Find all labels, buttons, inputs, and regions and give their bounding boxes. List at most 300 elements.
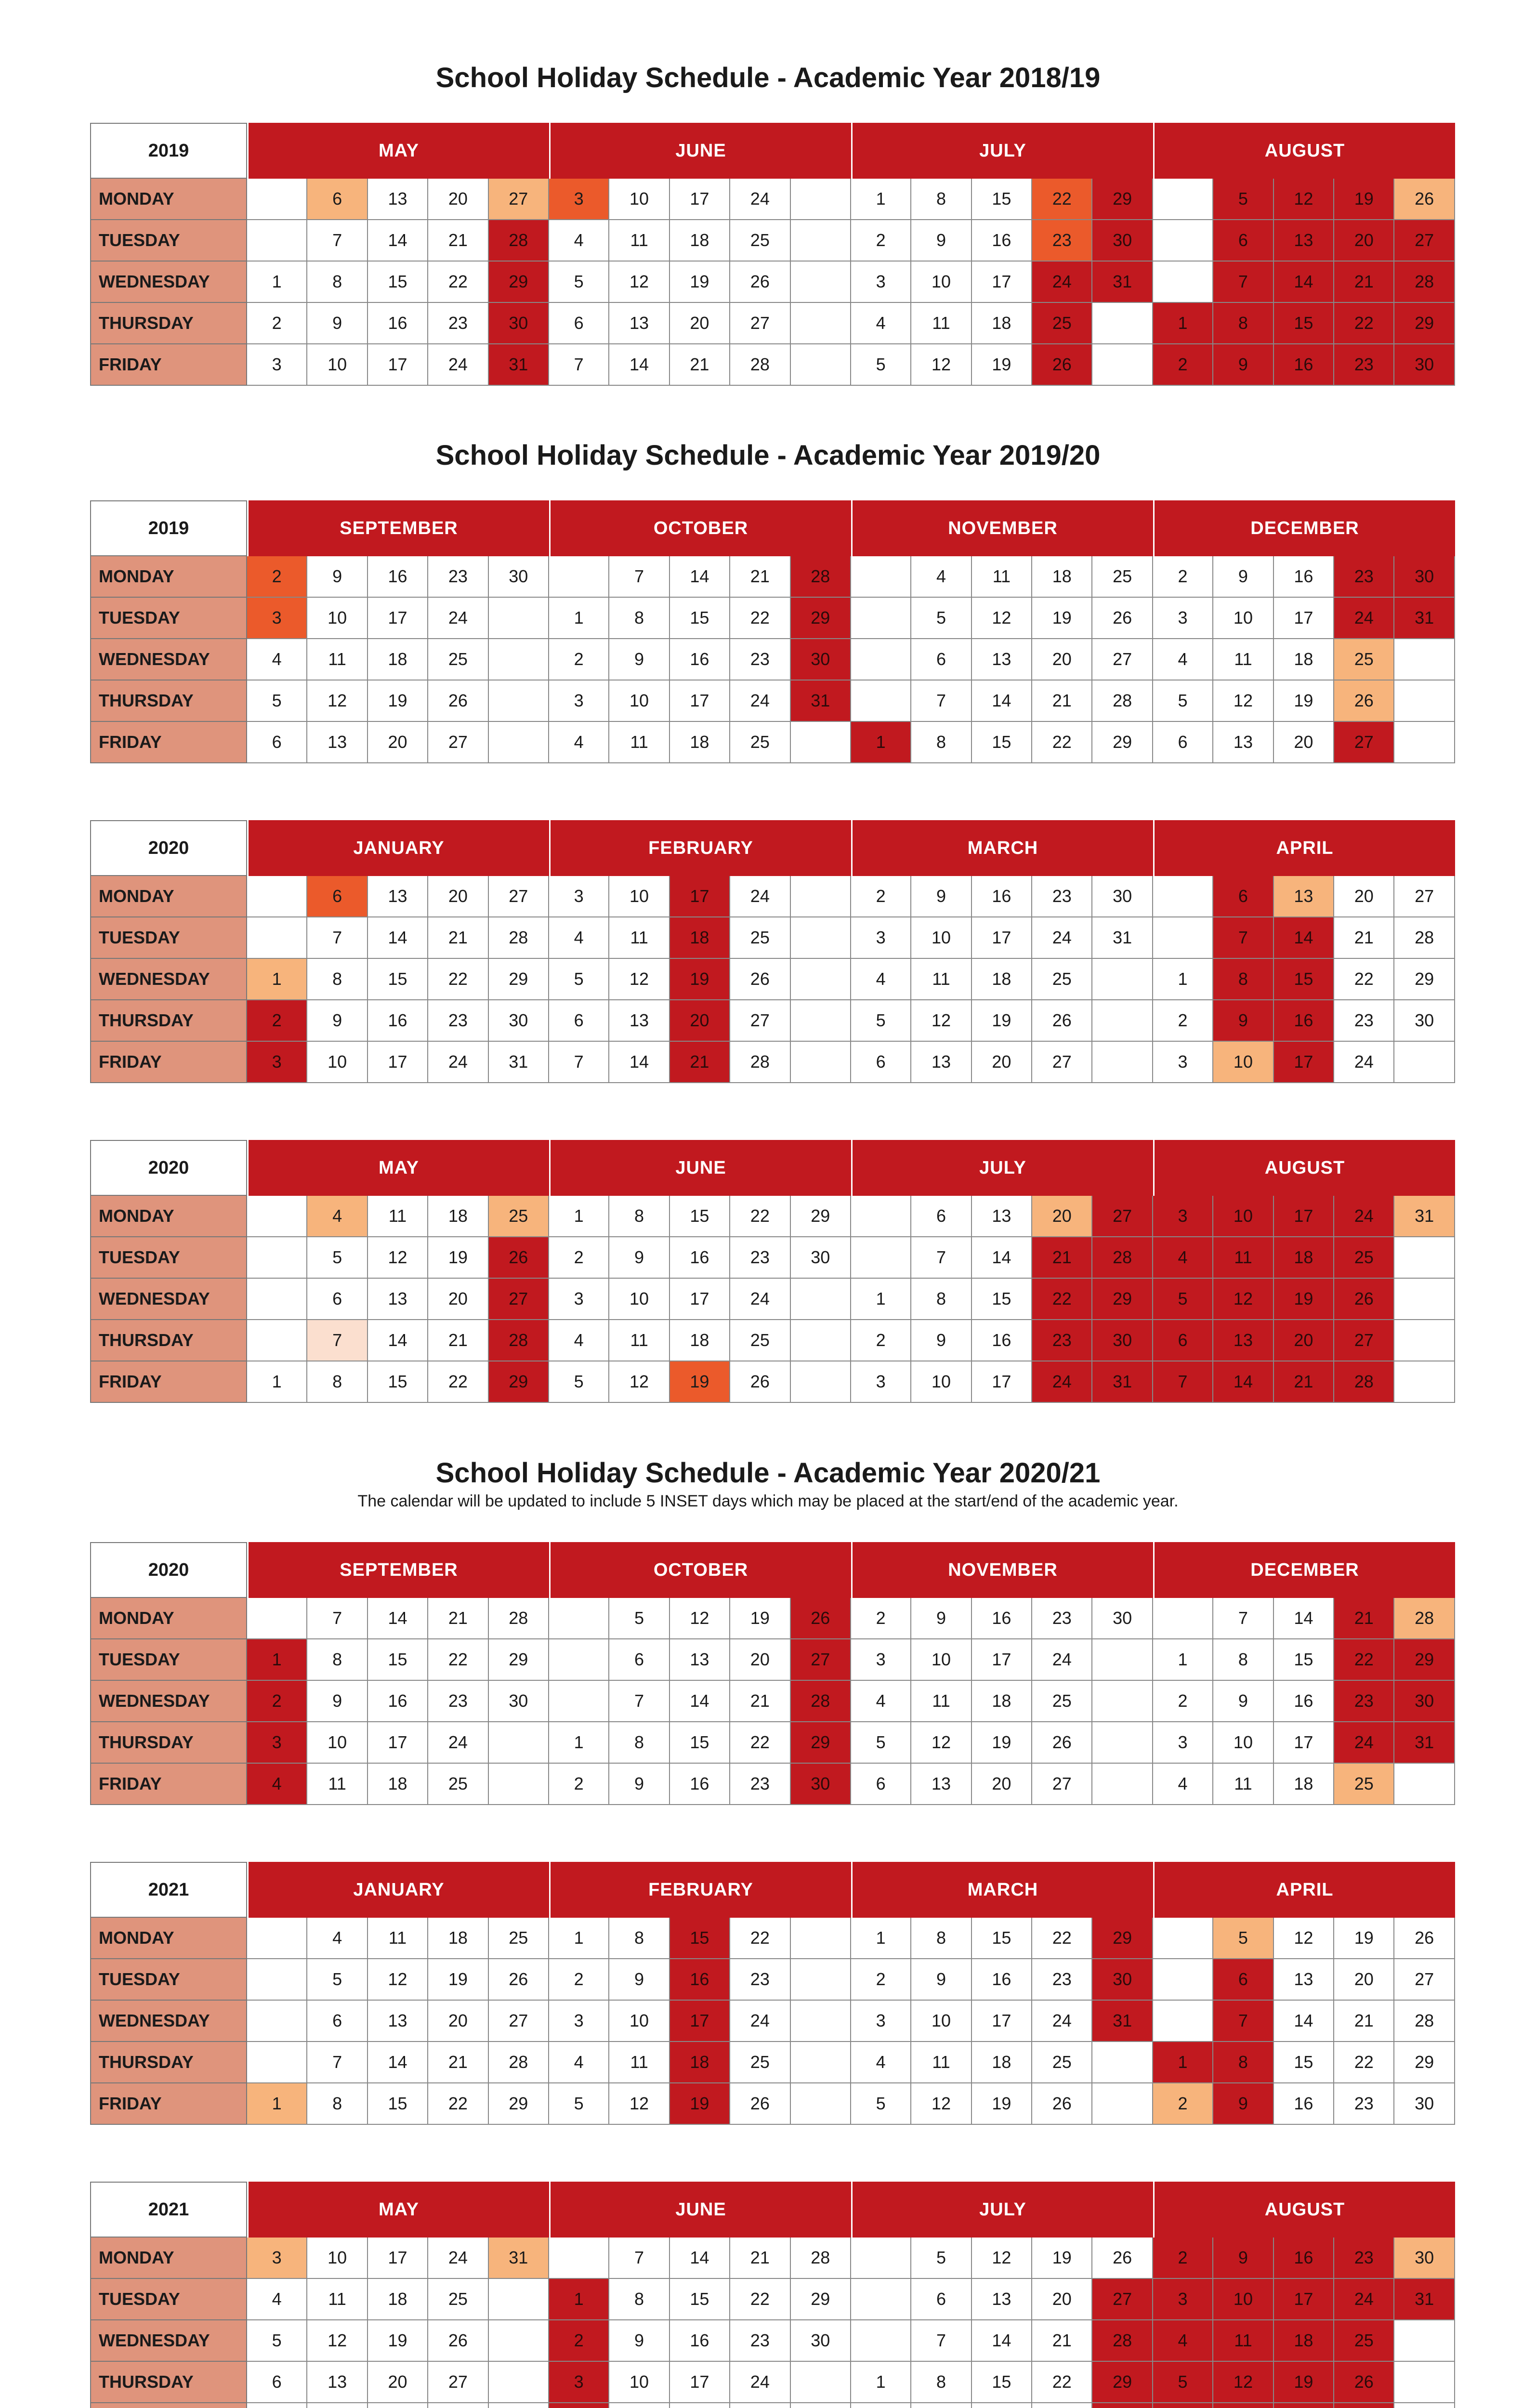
date-cell: 30 bbox=[1092, 220, 1153, 262]
date-cell bbox=[1032, 2403, 1092, 2408]
date-cell: 15 bbox=[670, 1918, 730, 1959]
date-cell: 6 bbox=[307, 876, 368, 917]
date-cell: 17 bbox=[972, 1639, 1032, 1681]
date-cell: 27 bbox=[489, 179, 549, 220]
date-cell: 4 bbox=[851, 2042, 911, 2083]
date-cell bbox=[1092, 1764, 1153, 1805]
date-cell: 25 bbox=[730, 220, 790, 262]
date-cell: 15 bbox=[670, 598, 730, 639]
date-cell: 11 bbox=[609, 1320, 670, 1361]
date-cell: 16 bbox=[972, 876, 1032, 917]
date-cell bbox=[791, 2042, 851, 2083]
date-cell: 9 bbox=[609, 1764, 670, 1805]
day-label: WEDNESDAY bbox=[90, 262, 247, 303]
date-cell: 20 bbox=[368, 722, 428, 763]
date-cell: 13 bbox=[368, 2001, 428, 2042]
date-cell: 21 bbox=[428, 1598, 488, 1639]
date-cell: 6 bbox=[911, 2279, 971, 2320]
date-cell: 28 bbox=[1394, 917, 1455, 959]
date-cell: 9 bbox=[1213, 1681, 1273, 1722]
date-cell: 2 bbox=[247, 1000, 307, 1042]
date-cell: 4 bbox=[247, 639, 307, 681]
date-cell: 5 bbox=[1153, 1279, 1213, 1320]
date-cell: 31 bbox=[1394, 2279, 1455, 2320]
date-cell: 21 bbox=[1334, 2001, 1394, 2042]
date-cell: 9 bbox=[1213, 2238, 1273, 2279]
week-row bbox=[90, 1361, 1455, 1403]
month-header: OCTOBER bbox=[549, 500, 851, 556]
date-cell: 10 bbox=[1213, 1722, 1273, 1764]
date-cell bbox=[489, 639, 549, 681]
date-cell: 3 bbox=[247, 598, 307, 639]
date-cell bbox=[791, 344, 851, 386]
date-cell bbox=[1153, 1598, 1213, 1639]
date-cell bbox=[247, 1598, 307, 1639]
date-cell: 13 bbox=[1274, 876, 1334, 917]
date-cell: 26 bbox=[1334, 2362, 1394, 2403]
date-cell: 2 bbox=[1153, 2238, 1213, 2279]
date-cell: 10 bbox=[911, 262, 971, 303]
date-cell: 13 bbox=[307, 722, 368, 763]
date-cell: 10 bbox=[911, 1361, 971, 1403]
date-cell bbox=[1394, 722, 1455, 763]
date-cell bbox=[972, 2403, 1032, 2408]
date-cell bbox=[1394, 1320, 1455, 1361]
date-cell: 27 bbox=[489, 876, 549, 917]
date-cell: 20 bbox=[1334, 220, 1394, 262]
date-cell: 30 bbox=[489, 1000, 549, 1042]
date-cell: 5 bbox=[549, 2083, 609, 2125]
date-cell: 30 bbox=[1394, 2238, 1455, 2279]
date-cell: 13 bbox=[972, 2279, 1032, 2320]
date-cell: 10 bbox=[307, 344, 368, 386]
week-row bbox=[90, 1042, 1455, 1083]
date-cell: 1 bbox=[1153, 303, 1213, 344]
date-cell: 3 bbox=[247, 344, 307, 386]
date-cell: 15 bbox=[670, 1722, 730, 1764]
date-cell: 24 bbox=[1032, 917, 1092, 959]
date-cell: 7 bbox=[1213, 917, 1273, 959]
date-cell bbox=[1092, 1681, 1153, 1722]
date-cell: 30 bbox=[1394, 1000, 1455, 1042]
date-cell: 30 bbox=[1394, 1681, 1455, 1722]
week-row bbox=[90, 1959, 1455, 2001]
calendar-block bbox=[90, 1542, 1455, 1805]
date-cell: 21 bbox=[428, 220, 488, 262]
date-cell: 4 bbox=[1153, 639, 1213, 681]
date-cell bbox=[549, 556, 609, 598]
week-row bbox=[90, 1000, 1455, 1042]
date-cell: 13 bbox=[1213, 722, 1273, 763]
date-cell: 8 bbox=[609, 1722, 670, 1764]
date-cell: 26 bbox=[1092, 598, 1153, 639]
date-cell: 16 bbox=[670, 639, 730, 681]
date-cell: 18 bbox=[1032, 556, 1092, 598]
date-cell: 11 bbox=[307, 2279, 368, 2320]
date-cell: 10 bbox=[911, 917, 971, 959]
date-cell: 2 bbox=[1153, 556, 1213, 598]
date-cell: 20 bbox=[1032, 2279, 1092, 2320]
date-cell bbox=[247, 917, 307, 959]
date-cell: 12 bbox=[911, 344, 971, 386]
date-cell: 22 bbox=[428, 262, 488, 303]
date-cell: 31 bbox=[791, 681, 851, 722]
date-cell bbox=[1394, 1042, 1455, 1083]
date-cell: 11 bbox=[307, 639, 368, 681]
date-cell: 10 bbox=[609, 681, 670, 722]
date-cell: 10 bbox=[1213, 2279, 1273, 2320]
date-cell bbox=[1213, 2403, 1273, 2408]
date-cell: 14 bbox=[609, 344, 670, 386]
date-cell: 17 bbox=[1274, 598, 1334, 639]
date-cell: 31 bbox=[1092, 1361, 1153, 1403]
month-header: JULY bbox=[851, 2182, 1153, 2238]
date-cell: 30 bbox=[489, 1681, 549, 1722]
date-cell bbox=[247, 876, 307, 917]
week-row bbox=[90, 598, 1455, 639]
date-cell: 2 bbox=[549, 2320, 609, 2362]
date-cell: 28 bbox=[489, 917, 549, 959]
date-cell bbox=[1394, 2362, 1455, 2403]
week-row bbox=[90, 1320, 1455, 1361]
week-row bbox=[90, 1722, 1455, 1764]
date-cell: 11 bbox=[1213, 1764, 1273, 1805]
date-cell: 20 bbox=[972, 1042, 1032, 1083]
date-cell: 5 bbox=[1213, 1918, 1273, 1959]
calendar-header bbox=[90, 123, 1455, 179]
day-label: THURSDAY bbox=[90, 1000, 247, 1042]
date-cell: 23 bbox=[428, 1681, 488, 1722]
date-cell: 25 bbox=[1334, 1764, 1394, 1805]
day-label: TUESDAY bbox=[90, 1237, 247, 1279]
date-cell: 13 bbox=[368, 179, 428, 220]
date-cell: 19 bbox=[972, 1000, 1032, 1042]
date-cell: 14 bbox=[972, 1237, 1032, 1279]
date-cell: 6 bbox=[549, 1000, 609, 1042]
date-cell bbox=[791, 722, 851, 763]
date-cell: 6 bbox=[851, 1764, 911, 1805]
date-cell: 26 bbox=[730, 959, 790, 1000]
date-cell: 13 bbox=[972, 639, 1032, 681]
date-cell: 12 bbox=[972, 598, 1032, 639]
date-cell: 3 bbox=[1153, 598, 1213, 639]
day-label: TUESDAY bbox=[90, 1639, 247, 1681]
date-cell bbox=[1153, 1959, 1213, 2001]
date-cell: 1 bbox=[851, 179, 911, 220]
date-cell: 3 bbox=[549, 681, 609, 722]
title-2018-19: School Holiday Schedule - Academic Year 2018/19 bbox=[435, 62, 1101, 93]
month-header: MAY bbox=[247, 2182, 549, 2238]
date-cell: 5 bbox=[247, 681, 307, 722]
date-cell bbox=[791, 876, 851, 917]
date-cell: 29 bbox=[1092, 1279, 1153, 1320]
date-cell: 28 bbox=[489, 220, 549, 262]
date-cell bbox=[791, 220, 851, 262]
date-cell: 4 bbox=[911, 556, 971, 598]
date-cell: 12 bbox=[609, 1361, 670, 1403]
title-2019-20: School Holiday Schedule - Academic Year 2019/20 bbox=[435, 440, 1101, 471]
date-cell: 16 bbox=[1274, 2238, 1334, 2279]
date-cell: 27 bbox=[1092, 2279, 1153, 2320]
date-cell bbox=[489, 681, 549, 722]
date-cell: 11 bbox=[307, 1764, 368, 1805]
date-cell: 10 bbox=[1213, 1196, 1273, 1237]
date-cell: 27 bbox=[489, 2001, 549, 2042]
date-cell: 3 bbox=[1153, 1042, 1213, 1083]
date-cell: 20 bbox=[972, 1764, 1032, 1805]
date-cell: 29 bbox=[1394, 959, 1455, 1000]
date-cell: 26 bbox=[1032, 2083, 1092, 2125]
date-cell bbox=[247, 1237, 307, 1279]
date-cell: 9 bbox=[1213, 344, 1273, 386]
day-label: MONDAY bbox=[90, 1918, 247, 1959]
week-row bbox=[90, 2042, 1455, 2083]
date-cell: 14 bbox=[368, 220, 428, 262]
date-cell: 24 bbox=[428, 1722, 488, 1764]
date-cell: 26 bbox=[730, 262, 790, 303]
date-cell: 25 bbox=[1032, 959, 1092, 1000]
date-cell: 19 bbox=[670, 2083, 730, 2125]
year-label: 2020 bbox=[90, 1542, 247, 1598]
month-header: JUNE bbox=[549, 2182, 851, 2238]
date-cell: 27 bbox=[791, 1639, 851, 1681]
date-cell: 3 bbox=[851, 262, 911, 303]
date-cell: 3 bbox=[851, 2001, 911, 2042]
date-cell bbox=[1092, 2083, 1153, 2125]
date-cell: 8 bbox=[911, 2362, 971, 2403]
date-cell: 1 bbox=[851, 722, 911, 763]
date-cell: 17 bbox=[972, 917, 1032, 959]
date-cell bbox=[791, 2362, 851, 2403]
date-cell: 19 bbox=[972, 1722, 1032, 1764]
date-cell: 24 bbox=[428, 344, 488, 386]
date-cell: 18 bbox=[670, 1320, 730, 1361]
date-cell: 28 bbox=[730, 344, 790, 386]
week-row bbox=[90, 876, 1455, 917]
date-cell: 1 bbox=[549, 598, 609, 639]
date-cell: 30 bbox=[1092, 876, 1153, 917]
month-header: JUNE bbox=[549, 1140, 851, 1196]
date-cell: 15 bbox=[1274, 1639, 1334, 1681]
date-cell: 19 bbox=[1274, 681, 1334, 722]
date-cell: 17 bbox=[1274, 2279, 1334, 2320]
week-row bbox=[90, 2403, 1455, 2408]
date-cell: 23 bbox=[730, 1764, 790, 1805]
date-cell: 16 bbox=[972, 1959, 1032, 2001]
date-cell: 9 bbox=[911, 1598, 971, 1639]
date-cell: 11 bbox=[911, 959, 971, 1000]
date-cell: 5 bbox=[307, 1959, 368, 2001]
date-cell: 7 bbox=[1153, 1361, 1213, 1403]
month-header: MAY bbox=[247, 123, 549, 179]
date-cell: 28 bbox=[791, 2238, 851, 2279]
date-cell: 27 bbox=[1334, 1320, 1394, 1361]
inset-note: The calendar will be updated to include 5 INSET days which may be placed at the start/end of the academic year. bbox=[357, 1492, 1179, 1510]
date-cell bbox=[549, 1598, 609, 1639]
date-cell bbox=[247, 2403, 307, 2408]
date-cell: 23 bbox=[1334, 1000, 1394, 1042]
date-cell: 22 bbox=[1334, 959, 1394, 1000]
date-cell: 25 bbox=[1334, 1237, 1394, 1279]
date-cell: 29 bbox=[489, 2083, 549, 2125]
date-cell: 7 bbox=[609, 556, 670, 598]
date-cell: 18 bbox=[1274, 2320, 1334, 2362]
date-cell: 27 bbox=[1334, 722, 1394, 763]
date-cell: 25 bbox=[1032, 303, 1092, 344]
date-cell: 17 bbox=[368, 1042, 428, 1083]
month-header: AUGUST bbox=[1153, 1140, 1455, 1196]
date-cell: 7 bbox=[911, 1237, 971, 1279]
date-cell: 3 bbox=[851, 1639, 911, 1681]
date-cell: 28 bbox=[791, 556, 851, 598]
month-header: AUGUST bbox=[1153, 123, 1455, 179]
date-cell: 5 bbox=[247, 2320, 307, 2362]
date-cell: 12 bbox=[1213, 1279, 1273, 1320]
date-cell: 28 bbox=[730, 1042, 790, 1083]
date-cell: 22 bbox=[428, 1639, 488, 1681]
date-cell bbox=[791, 1320, 851, 1361]
date-cell: 8 bbox=[307, 1361, 368, 1403]
week-row bbox=[90, 2362, 1455, 2403]
date-cell: 20 bbox=[1032, 1196, 1092, 1237]
date-cell: 24 bbox=[1334, 1042, 1394, 1083]
date-cell: 7 bbox=[307, 917, 368, 959]
date-cell: 1 bbox=[851, 1279, 911, 1320]
date-cell: 14 bbox=[1213, 1361, 1273, 1403]
date-cell: 22 bbox=[730, 1722, 790, 1764]
date-cell: 22 bbox=[1032, 1918, 1092, 1959]
date-cell: 11 bbox=[1213, 2320, 1273, 2362]
date-cell: 8 bbox=[911, 722, 971, 763]
date-cell: 27 bbox=[1032, 1042, 1092, 1083]
date-cell: 4 bbox=[549, 917, 609, 959]
date-cell: 8 bbox=[1213, 303, 1273, 344]
date-cell: 5 bbox=[851, 2083, 911, 2125]
date-cell: 14 bbox=[670, 556, 730, 598]
calendar-block bbox=[90, 500, 1455, 763]
date-cell: 18 bbox=[1274, 1237, 1334, 1279]
date-cell: 4 bbox=[549, 1320, 609, 1361]
date-cell: 11 bbox=[911, 2042, 971, 2083]
date-cell: 1 bbox=[247, 2083, 307, 2125]
date-cell: 29 bbox=[489, 1361, 549, 1403]
date-cell: 14 bbox=[972, 2320, 1032, 2362]
date-cell: 15 bbox=[368, 1639, 428, 1681]
date-cell: 16 bbox=[1274, 2083, 1334, 2125]
date-cell: 4 bbox=[549, 220, 609, 262]
date-cell bbox=[851, 2320, 911, 2362]
date-cell: 28 bbox=[489, 2042, 549, 2083]
date-cell bbox=[791, 1361, 851, 1403]
date-cell: 30 bbox=[791, 1764, 851, 1805]
date-cell: 8 bbox=[609, 598, 670, 639]
date-cell bbox=[549, 1681, 609, 1722]
month-header: JULY bbox=[851, 1140, 1153, 1196]
day-label: WEDNESDAY bbox=[90, 2320, 247, 2362]
date-cell: 27 bbox=[1092, 639, 1153, 681]
month-header: NOVEMBER bbox=[851, 500, 1153, 556]
date-cell: 26 bbox=[1334, 681, 1394, 722]
date-cell: 24 bbox=[1032, 262, 1092, 303]
date-cell bbox=[851, 1237, 911, 1279]
date-cell: 12 bbox=[1213, 2362, 1273, 2403]
date-cell: 8 bbox=[609, 2279, 670, 2320]
date-cell: 22 bbox=[1334, 1639, 1394, 1681]
date-cell: 21 bbox=[428, 2042, 488, 2083]
month-header: JANUARY bbox=[247, 820, 549, 876]
date-cell: 20 bbox=[730, 1639, 790, 1681]
date-cell bbox=[791, 2083, 851, 2125]
date-cell: 9 bbox=[911, 1320, 971, 1361]
date-cell bbox=[247, 1320, 307, 1361]
week-row bbox=[90, 262, 1455, 303]
date-cell: 19 bbox=[1032, 2238, 1092, 2279]
date-cell: 11 bbox=[911, 303, 971, 344]
date-cell: 20 bbox=[1274, 1320, 1334, 1361]
month-header: SEPTEMBER bbox=[247, 500, 549, 556]
date-cell: 22 bbox=[428, 1361, 488, 1403]
date-cell: 28 bbox=[1334, 1361, 1394, 1403]
date-cell: 17 bbox=[1274, 1722, 1334, 1764]
date-cell: 11 bbox=[368, 1918, 428, 1959]
date-cell: 25 bbox=[730, 1320, 790, 1361]
date-cell: 24 bbox=[730, 2001, 790, 2042]
day-label: THURSDAY bbox=[90, 681, 247, 722]
date-cell: 1 bbox=[549, 2279, 609, 2320]
date-cell: 4 bbox=[549, 722, 609, 763]
date-cell: 22 bbox=[1334, 2042, 1394, 2083]
date-cell bbox=[609, 2403, 670, 2408]
date-cell: 22 bbox=[730, 1196, 790, 1237]
date-cell: 11 bbox=[1213, 639, 1273, 681]
date-cell: 2 bbox=[851, 220, 911, 262]
date-cell: 15 bbox=[670, 1196, 730, 1237]
date-cell: 16 bbox=[1274, 556, 1334, 598]
day-label: TUESDAY bbox=[90, 917, 247, 959]
date-cell: 14 bbox=[1274, 917, 1334, 959]
date-cell bbox=[1394, 2320, 1455, 2362]
date-cell: 29 bbox=[489, 262, 549, 303]
date-cell: 28 bbox=[1092, 2320, 1153, 2362]
calendar-header bbox=[90, 500, 1455, 556]
date-cell: 17 bbox=[670, 179, 730, 220]
date-cell: 24 bbox=[1334, 1196, 1394, 1237]
day-label: TUESDAY bbox=[90, 220, 247, 262]
date-cell: 20 bbox=[1334, 876, 1394, 917]
date-cell: 3 bbox=[851, 917, 911, 959]
date-cell: 18 bbox=[670, 220, 730, 262]
date-cell: 16 bbox=[972, 1320, 1032, 1361]
date-cell: 14 bbox=[368, 2042, 428, 2083]
week-row bbox=[90, 917, 1455, 959]
date-cell: 3 bbox=[549, 2001, 609, 2042]
date-cell bbox=[851, 598, 911, 639]
date-cell: 30 bbox=[791, 639, 851, 681]
date-cell bbox=[1394, 1279, 1455, 1320]
date-cell bbox=[247, 220, 307, 262]
date-cell: 5 bbox=[851, 1000, 911, 1042]
date-cell: 13 bbox=[368, 1279, 428, 1320]
date-cell: 16 bbox=[670, 1764, 730, 1805]
date-cell: 13 bbox=[911, 1042, 971, 1083]
date-cell bbox=[791, 1279, 851, 1320]
date-cell bbox=[851, 1196, 911, 1237]
date-cell: 15 bbox=[368, 2083, 428, 2125]
date-cell: 4 bbox=[307, 1918, 368, 1959]
date-cell: 24 bbox=[1334, 598, 1394, 639]
date-cell: 4 bbox=[851, 303, 911, 344]
date-cell: 13 bbox=[609, 1000, 670, 1042]
